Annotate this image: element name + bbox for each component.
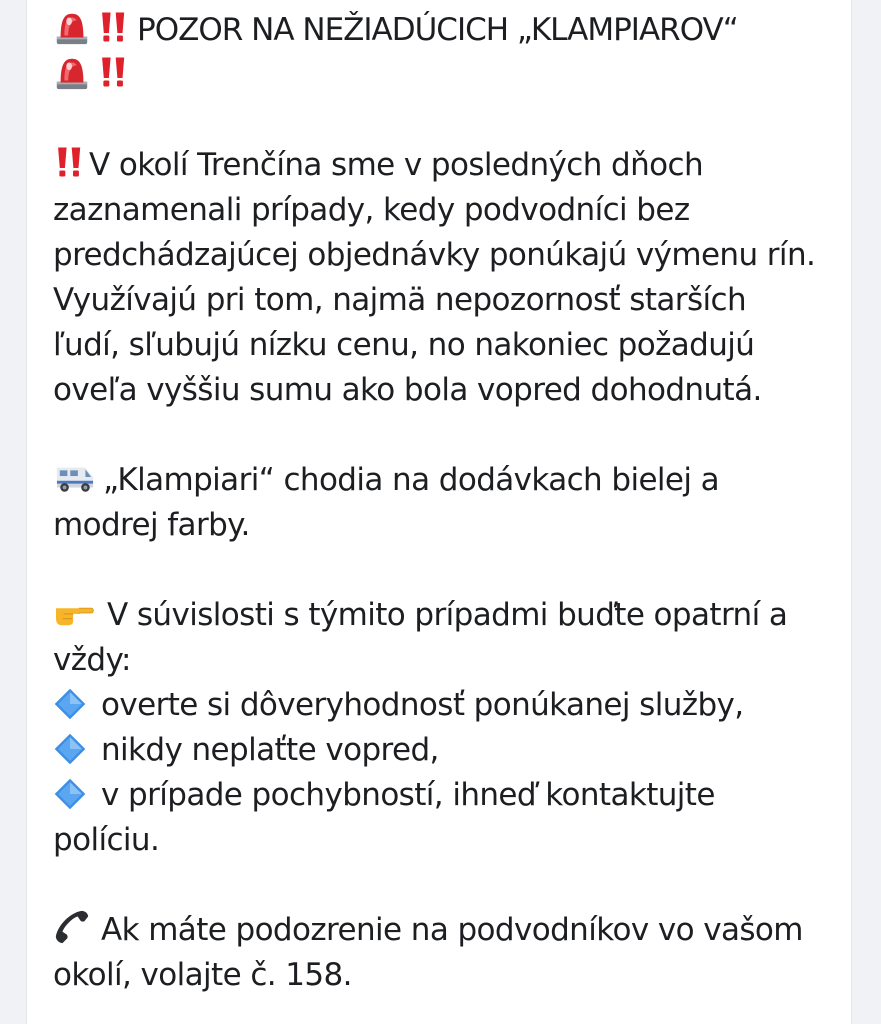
paragraph-1-line: ľudí, sľubujú nízku cenu, no nakoniec požadujú [53,327,755,363]
list-item-continuation: políciu. [53,822,160,858]
list-item: v prípade pochybností, ihneď kontaktujte [53,773,853,818]
paragraph-2-line: modrej farby. [53,507,250,543]
paragraph-1-line: zaznamenali prípady, kedy podvodníci bez [53,192,690,228]
paragraph-3-line: V súvislosti s týmito prípadmi buďte opatrní a [53,593,853,638]
double-exclamation-icon [97,53,131,91]
paragraph-3-line: vždy: [53,642,131,678]
post-card [26,0,852,1024]
telephone-icon [53,908,91,946]
van-icon [53,458,97,496]
double-exclamation-icon [97,8,131,46]
paragraph-1-line: oveľa vyššiu sumu ako bola vopred dohodnutá. [53,372,762,408]
post-title: POZOR NA NEŽIADÚCICH „KLAMPIAROV“ [137,12,738,48]
paragraph-1-line: predchádzajúcej objednávky ponúkajú výmenu rín. [53,237,816,273]
post-title-line [53,8,853,53]
list-item: overte si dôveryhodnosť ponúkanej služby, [53,683,853,728]
post-title-icons [53,53,853,98]
blue-diamond-icon [53,777,87,811]
police-light-icon [53,8,91,46]
double-exclamation-icon [53,143,87,181]
pointing-hand-icon [53,593,97,631]
paragraph-1-line: Využívajú pri tom, najmä nepozornosť starších [53,282,747,318]
paragraph-4-line: Ak máte podozrenie na podvodníkov vo vašom [53,908,853,953]
police-light-icon [53,53,91,91]
blue-diamond-icon [53,687,87,721]
paragraph-1-line: V okolí Trenčína sme v posledných dňoch [53,143,853,188]
post-body [53,8,853,998]
paragraph-4-line: okolí, volajte č. 158. [53,957,352,993]
list-item: nikdy neplaťte vopred, [53,728,853,773]
paragraph-2-line: „Klampiari“ chodia na dodávkach bielej a [53,458,853,503]
blue-diamond-icon [53,732,87,766]
